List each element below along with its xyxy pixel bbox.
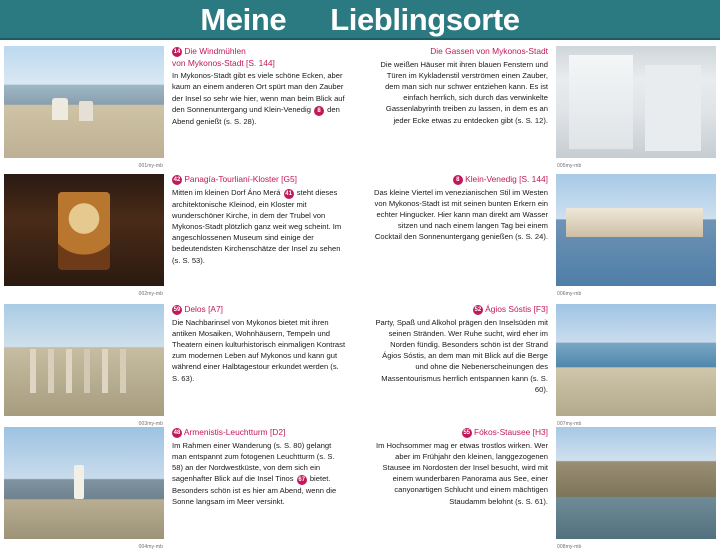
entry-text-block — [172, 174, 347, 266]
entry-body-part1: Mitten im kleinen Dorf Áno Merá — [172, 187, 281, 197]
inline-reference-badge: 67 — [298, 477, 306, 484]
entry-heading — [373, 174, 548, 186]
photo-credit: 007my-mb — [557, 421, 582, 427]
photo-illustration — [556, 174, 716, 286]
header-word-lieblingsorte: Lieblingsorte — [330, 1, 520, 37]
entry-body-part1: Das kleine Viertel im venezianischen Stil im Westen von Mykonos-Stadt ist mit seinen bunten Erkern ein echter Hingucker. Hier kann man direkt am Wasser sitzen und nach einem langen Tag bei einem Cocktail den Sonnenuntergang genießen (s. S. 24). — [373, 187, 548, 242]
entry-number-badge: 8 — [453, 175, 463, 185]
entry-body-part2: steht dieses architektonische Kleinod, ein Kloster mit wunderschöner Kirche, in dem der Trubel von Mykonos-Stadt plötzlich ganz weit weg scheint. Im angeschlossenen Museum sind einige der bedeutendsten Kirchenschätze der Insel zu sehen (s. S. 53). — [172, 187, 342, 265]
entry-title-line2: Klein-Venedig [S. 144] — [465, 174, 548, 184]
entry-title-line1: Die Windmühlen — [184, 46, 246, 56]
entry-body-part1: Im Rahmen einer Wanderung (s. S. 80) gelangt man entspannt zum fotogenen Leuchtturm (s. S. 58) an der Nordwestküste, von dem sich ein sagenhafter Blick auf die Insel Tinos — [172, 440, 335, 484]
entry-armenistis-leuchtturm-d2 — [0, 423, 360, 553]
entry-photo — [556, 174, 716, 297]
entry-f-kos-stausee-h3 — [360, 423, 720, 553]
photo-credit: 005my-mb — [557, 163, 582, 169]
entry-body-part1: Die Nachbarinsel von Mykonos bietet mit ihren antiken Mosaiken, Wohnhäusern, Tempeln und Theatern einen kulturhistorisch einmaligen Kontrast zum modernen Leben auf Mykonos und kann gut während einer Halbtagestour erkundet werden (s. S. 63). — [172, 317, 346, 383]
entry-text-block — [373, 427, 548, 507]
entry-title-line2: Delos [A7] — [184, 304, 223, 314]
entry-gios-s-stis-f3 — [360, 300, 720, 427]
entry-body-part1: In Mykonos-Stadt gibt es viele schöne Ecken, aber kaum an einem anderen Ort spürt man den Zauber der Insel so sehr wie hier, wenn man beim Blick auf den Sonnenuntergang und Klein-Venedig — [172, 71, 345, 114]
entry-number-badge: 59 — [173, 307, 181, 313]
entry-text-block — [172, 427, 347, 508]
entry-row — [0, 170, 720, 300]
photo-credit: 002my-mb — [138, 291, 163, 297]
entry-body-text — [172, 317, 347, 384]
page-header-bar — [0, 0, 720, 40]
entry-klein-venedig-s-144 — [360, 170, 720, 300]
entry-body-text — [172, 70, 347, 127]
inline-reference-badge: 41 — [285, 190, 292, 197]
entry-body-text — [373, 187, 548, 243]
photo-credit: 003my-mb — [138, 421, 163, 427]
entry-photo — [4, 304, 164, 427]
entry-body-part2: den Abend genießt (s. S. 28). — [172, 104, 340, 126]
entry-heading — [172, 427, 347, 439]
entry-number-badge: 14 — [173, 49, 181, 55]
page-header-title-group — [0, 0, 720, 38]
photo-credit: 004my-mb — [138, 544, 163, 550]
entry-title-line2: Die Gassen von Mykonos-Stadt — [430, 46, 548, 56]
entry-title-line2: Ágios Sóstis [F3] — [485, 304, 548, 314]
photo-illustration — [4, 304, 164, 416]
photo-illustration — [556, 304, 716, 416]
entry-number-badge: 42 — [173, 177, 181, 183]
entry-photo — [4, 174, 164, 297]
inline-reference-badge: 8 — [314, 106, 324, 116]
entry-body-part1: Die weißen Häuser mit ihren blauen Fenstern und Türen im Kykladenstil verströmen einen Zauber, dem man sich nur schwer entziehen kann. Es ist einfach herrlich, sich durch das verwinkelte Gassenlabyrinth treiben zu lassen, in dem es an jeder Ecke etwas zu entdecken gibt (s. S. 12). — [380, 59, 548, 125]
photo-illustration — [4, 427, 164, 539]
photo-illustration — [4, 174, 164, 286]
entry-title-line2: Panagía-Tourlianí-Kloster [G5] — [184, 174, 297, 184]
entry-grid — [0, 42, 720, 553]
entry-photo — [4, 46, 164, 169]
entry-heading — [373, 46, 548, 58]
photo-illustration — [556, 46, 716, 158]
photo-illustration — [556, 427, 716, 539]
entry-title-line2: von Mykonos-Stadt [S. 144] — [172, 57, 275, 68]
entry-heading — [373, 304, 548, 316]
entry-die-gassen-von-mykonos-stadt — [360, 42, 720, 170]
entry-text-block — [373, 304, 548, 395]
photo-credit: 008my-mb — [557, 544, 582, 550]
entry-text-block — [172, 304, 347, 384]
entry-heading — [172, 174, 347, 186]
entry-body-text — [172, 440, 347, 508]
entry-heading — [373, 427, 548, 439]
entry-row — [0, 423, 720, 553]
entry-body-part1: Im Hochsommer mag er etwas trostlos wirken. Wer aber im Frühjahr den kleinen, langgezogenen Stausee im Nordosten der Insel besucht, wird mit einem wunderbaren Panorama aus See, einer canyonartigen Schlucht und einem mächtigen Staudamm belohnt (s. S. 61). — [375, 440, 548, 506]
entry-body-text — [373, 317, 548, 395]
entry-row — [0, 300, 720, 427]
entry-title-line2: Armenistis-Leuchtturm [D2] — [183, 427, 286, 437]
entry-delos-a7 — [0, 300, 360, 427]
entry-body-part2: bietet. Besonders schön ist es hier am Abend, wenn die Sonne langsam im Meer versinkt. — [172, 474, 337, 507]
entry-heading — [172, 304, 347, 316]
photo-credit: 006my-mb — [557, 291, 582, 297]
entry-number-badge: 55 — [463, 430, 470, 436]
entry-photo — [556, 46, 716, 169]
entry-body-text — [172, 187, 347, 266]
entry-body-text — [373, 59, 548, 126]
entry-photo — [4, 427, 164, 550]
photo-credit: 001my-mb — [138, 163, 163, 169]
entry-body-part1: Party, Spaß und Alkohol prägen den Inselsüden mit seinen Stränden. Wer Ruhe sucht, wird eher im Norden fündig. Besonders schön ist der Strand Ágios Sóstis, an dem man mit Blick auf die Berge und ohne die Nebenerscheinungen des Massentourismus herrlich entspannen kann (s. S. 60). — [375, 317, 548, 394]
entry-title-line2: Fókos-Stausee [H3] — [473, 427, 548, 437]
entry-von-mykonos-stadt-s-144 — [0, 42, 360, 170]
entry-panag-a-tourlian-kloster-g5 — [0, 170, 360, 300]
entry-body-text — [373, 440, 548, 507]
entry-number-badge: 48 — [173, 430, 181, 436]
entry-heading — [172, 46, 347, 69]
entry-text-block — [373, 46, 548, 126]
entry-photo — [556, 427, 716, 550]
photo-illustration — [4, 46, 164, 158]
entry-text-block — [373, 174, 548, 243]
entry-text-block — [172, 46, 347, 127]
entry-number-badge: 52 — [474, 307, 482, 313]
entry-photo — [556, 304, 716, 427]
header-word-meine: Meine — [200, 1, 287, 37]
entry-row — [0, 42, 720, 170]
